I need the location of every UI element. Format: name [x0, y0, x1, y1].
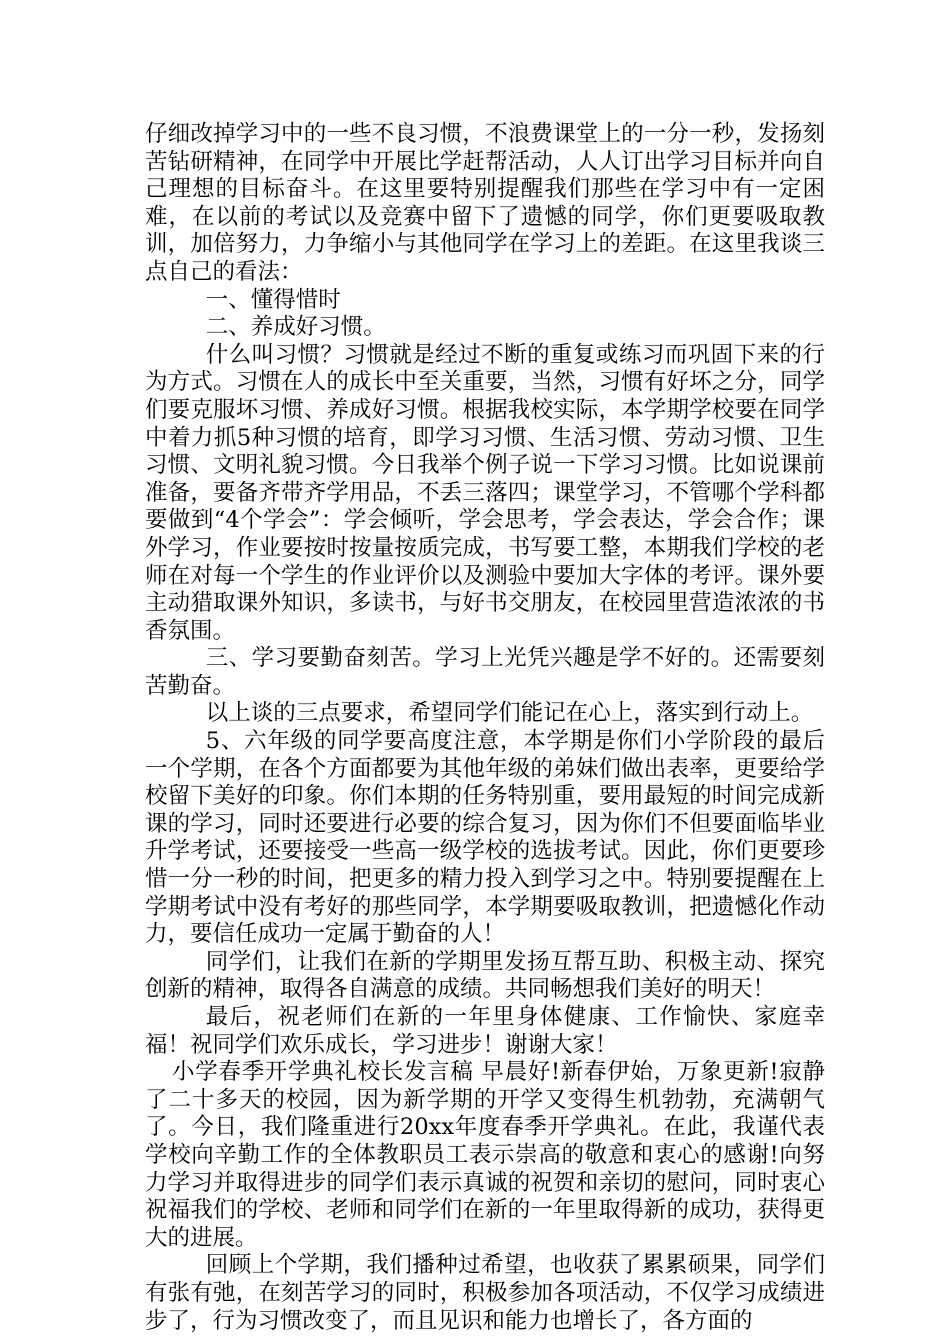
paragraph-three-requirements: 以上谈的三点要求，希望同学们能记在心上，落实到行动上。 — [205, 700, 814, 727]
paragraph-sixth-grade: 5、六年级的同学要高度注意，本学期是你们小学阶段的最后一个学期，在各个方面都要为其他年级的弟妹们做出表率，更要给学校留下美好的印象。你们本期的任务特别重，要用最短的时间完成新课的学习，同时还要进行必要的综合复习，因为你们不但要面临毕业升学考试，还要接受一些高一级学校的选拔考试。因此，你们更要珍惜一分一秒的时间，把更多的精力投入到学习之中。特别要提醒在上学期考试中没有考好的那些同学，本学期要吸取教训，把遗憾化作动力，要信任成功一定属于勤奋的人！ — [145, 728, 825, 948]
paragraph-closing-wishes: 最后，祝老师们在新的一年里身体健康、工作愉快、家庭幸福！祝同学们欢乐成长，学习进步！谢谢大家！ — [145, 1004, 825, 1058]
paragraph-students-appeal: 同学们，让我们在新的学期里发扬互帮互助、积极主动、探究创新的精神，取得各自满意的成绩。共同畅想我们美好的明天！ — [145, 948, 825, 1003]
paragraph-spring-ceremony-speech: 小学春季开学典礼校长发言稿 早晨好!新春伊始，万象更新!寂静了二十多天的校园，因为新学期的开学又变得生机勃勃，充满朝气了。今日，我们隆重进行20xx年度春季开学典礼。在此，我谨代表学校向辛勤工作的全体教职员工表示崇高的敬意和衷心的感谢!向努力学习并取得进步的同学们表示真诚的祝贺和亲切的慰问，同时衷心祝福我们的学校、老师和同学们在新的一年里取得新的成功，获得更大的进展。 — [145, 1059, 825, 1251]
paragraph-point-one: 一、懂得惜时 — [205, 286, 341, 313]
paragraph-what-is-habit: 什么叫习惯？习惯就是经过不断的重复或练习而巩固下来的行为方式。习惯在人的成长中至关重要，当然，习惯有好坏之分，同学们要克服坏习惯、养成好习惯。根据我校实际，本学期学校要在同学中着力抓5种习惯的培育，即学习习惯、生活习惯、劳动习惯、卫生习惯、文明礼貌习惯。今日我举个例子说一下学习习惯。比如说课前准备，要备齐带齐学用品，不丢三落四；课堂学习，不管哪个学科都要做到“4个学会”：学会倾听，学会思考，学会表达，学会合作；课外学习，作业要按时按量按质完成，书写要工整，本期我们学校的老师在对每一个学生的作业评价以及测验中要加大字体的考评。课外要主动猎取课外知识，多读书，与好书交朋友，在校园里营造浓浓的书香氛围。 — [145, 341, 825, 644]
paragraph-point-three: 三、学习要勤奋刻苦。学习上光凭兴趣是学不好的。还需要刻苦勤奋。 — [145, 645, 825, 699]
document-body — [145, 121, 825, 1335]
paragraph-study-habits-intro: 仔细改掉学习中的一些不良习惯，不浪费课堂上的一分一秒，发扬刻苦钻研精神，在同学中开展比学赶帮活动，人人订出学习目标并向自己理想的目标奋斗。在这里要特别提醒我们那些在学习中有一定困难，在以前的考试以及竞赛中留下了遗憾的同学，你们更要吸取教训，加倍努力，力争缩小与其他同学在学习上的差距。在这里我谈三点自己的看法： — [145, 121, 825, 285]
paragraph-last-semester-review: 回顾上个学期，我们播种过希望，也收获了累累硕果，同学们有张有弛，在刻苦学习的同时，积极参加各项活动，不仅学习成绩进步了，行为习惯改变了，而且见识和能力也增长了，各方面的 — [145, 1252, 825, 1334]
paragraph-point-two: 二、养成好习惯。 — [205, 314, 386, 341]
